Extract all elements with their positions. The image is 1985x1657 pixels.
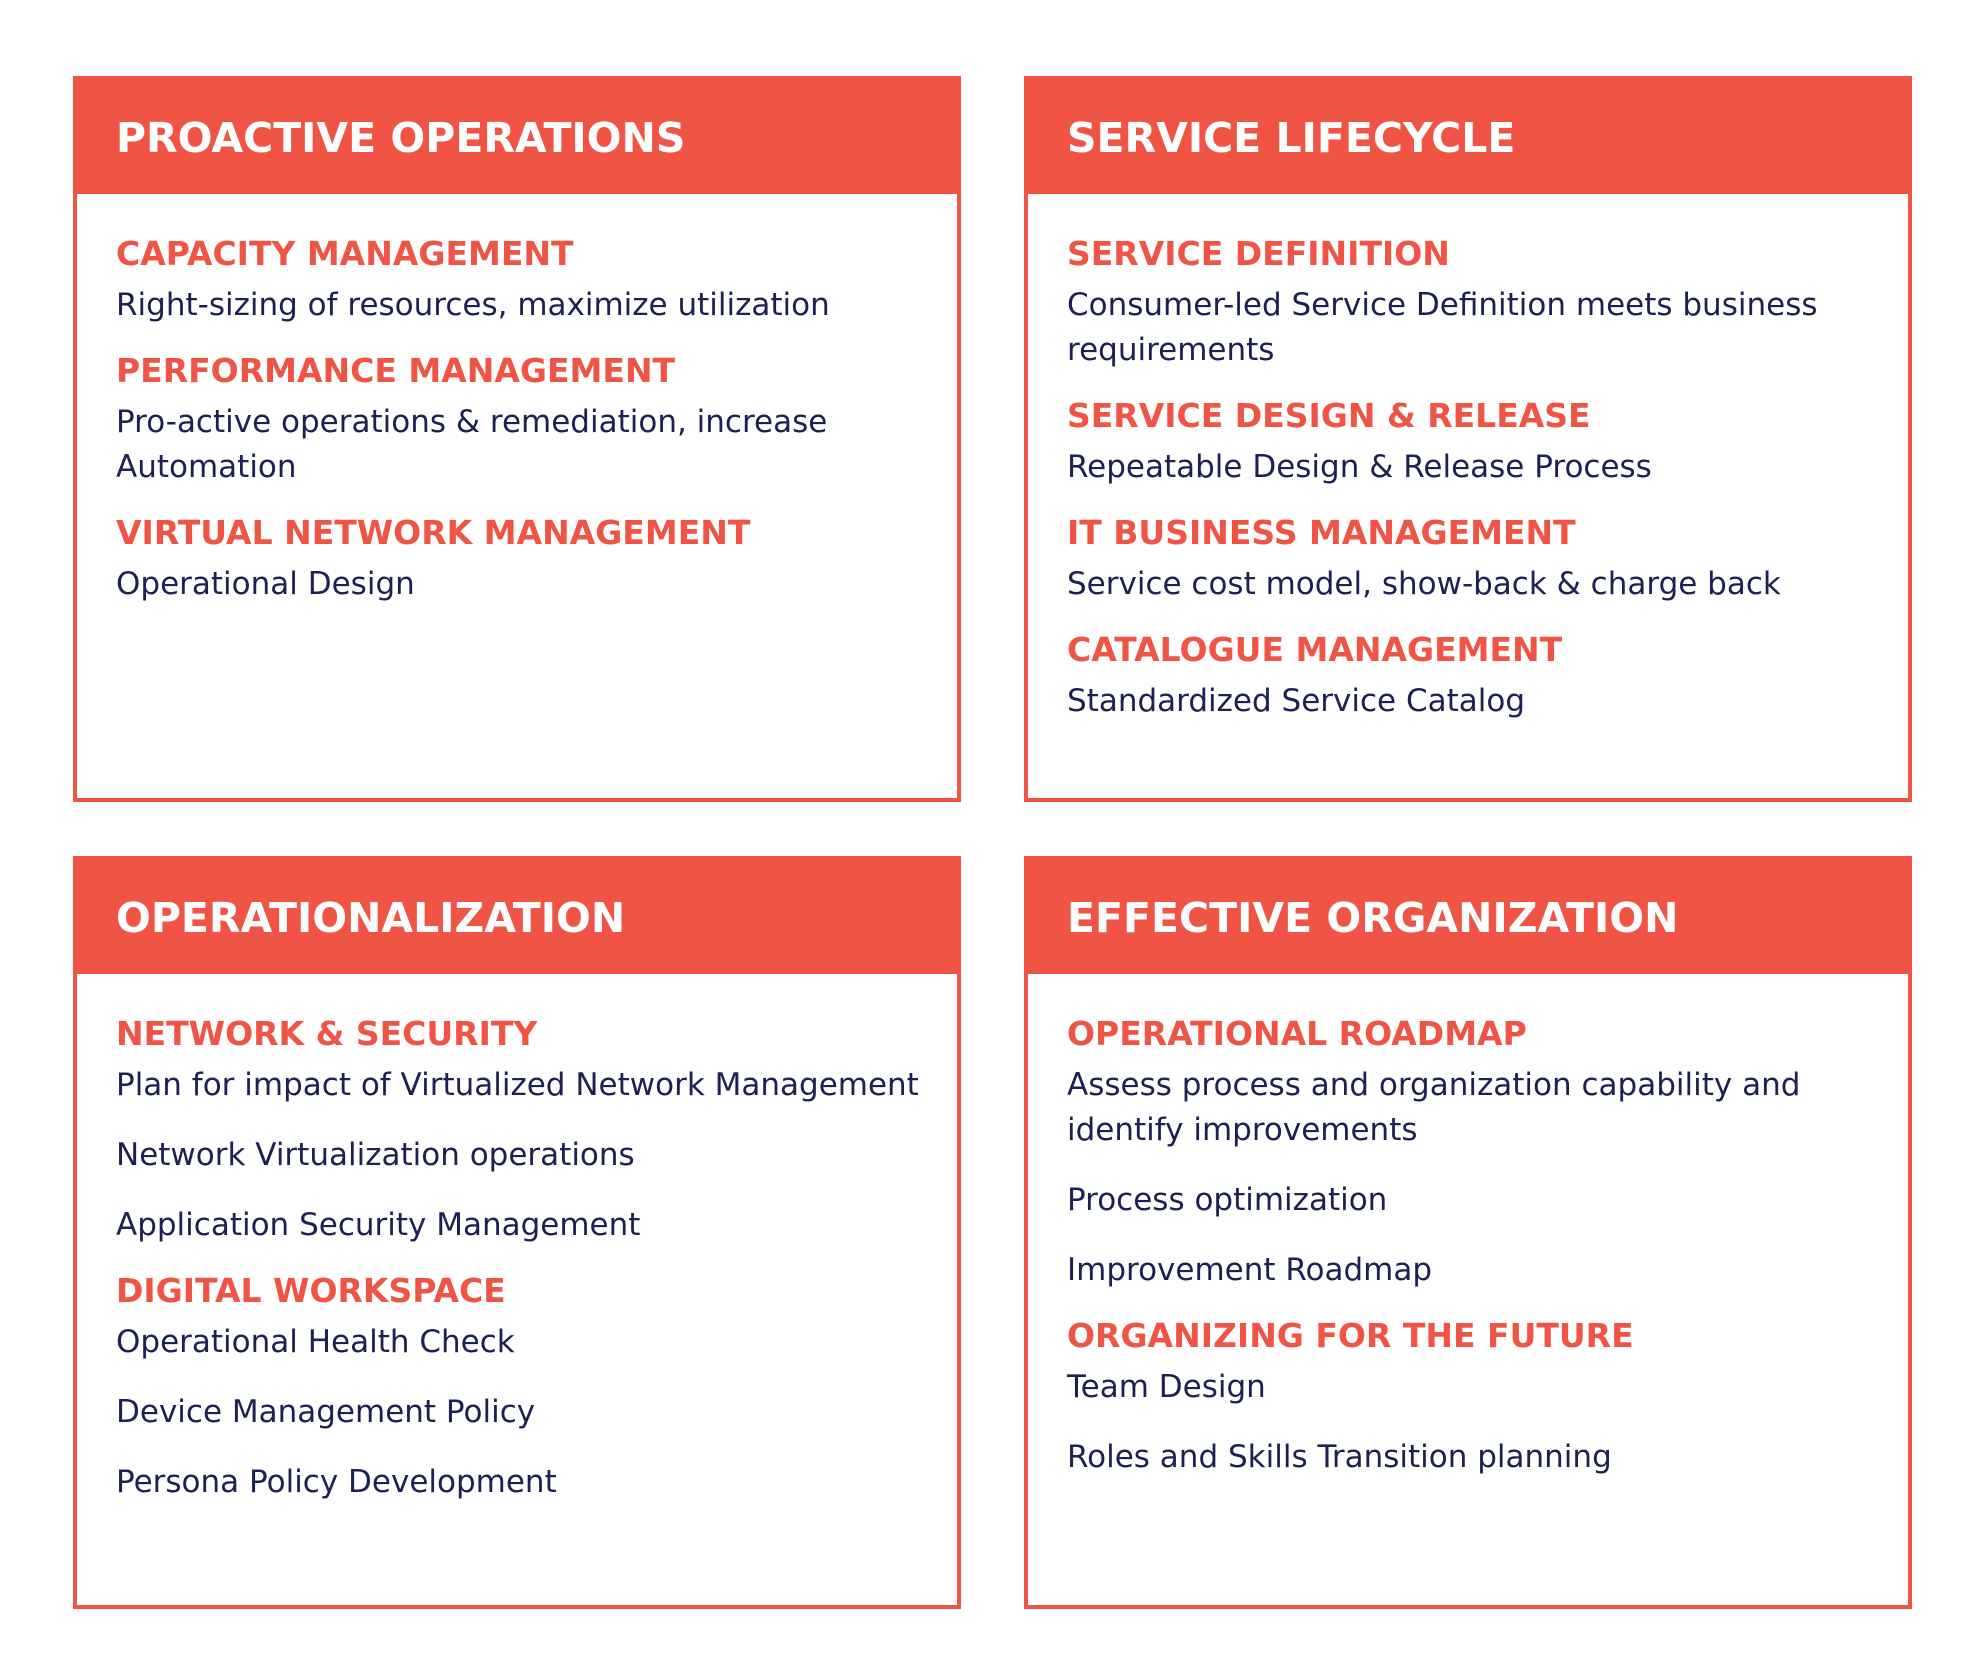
section-heading: IT BUSINESS MANAGEMENT [1067,513,1576,552]
panel-body [1028,194,1908,724]
section [1067,1313,1878,1480]
section [116,1011,927,1248]
section-heading: OPERATIONAL ROADMAP [1067,1014,1527,1053]
section-heading: DIGITAL WORKSPACE [116,1271,506,1310]
section-item: Team Design [1067,1369,1266,1405]
section-item: Operational Design [116,566,415,602]
section [1067,627,1878,724]
section [1067,510,1878,607]
panel-body [1028,974,1908,1480]
section [1067,231,1878,373]
section-item: Right-sizing of resources, maximize utilization [116,287,830,323]
panel-operationalization [73,856,961,1609]
section-heading: NETWORK & SECURITY [116,1014,538,1053]
section [116,348,927,490]
section-heading: PERFORMANCE MANAGEMENT [116,351,676,390]
section-heading: VIRTUAL NETWORK MANAGEMENT [116,513,751,552]
section [116,510,927,607]
section-item: Roles and Skills Transition planning [1067,1439,1612,1475]
section-item: Repeatable Design & Release Process [1067,449,1652,485]
panel-body [77,974,957,1505]
section [1067,1011,1878,1293]
panel-title: OPERATIONALIZATION [77,860,957,974]
section-heading: SERVICE DEFINITION [1067,234,1450,273]
panel-body [77,194,957,607]
section [1067,393,1878,490]
section-item: Plan for impact of Virtualized Network Management [116,1067,919,1103]
section-item: Persona Policy Development [116,1464,557,1500]
panel-title: PROACTIVE OPERATIONS [77,80,957,194]
section-heading: SERVICE DESIGN & RELEASE [1067,396,1591,435]
section-heading: ORGANIZING FOR THE FUTURE [1067,1316,1634,1355]
panel-proactive-operations [73,76,961,802]
panel-title: EFFECTIVE ORGANIZATION [1028,860,1908,974]
section-item: Device Management Policy [116,1394,536,1430]
section-item: Standardized Service Catalog [1067,683,1525,719]
section-item: Operational Health Check [116,1324,515,1360]
section-item: Assess process and organization capability and identify improvements [1067,1067,1801,1148]
section [116,1268,927,1505]
section-item: Improvement Roadmap [1067,1252,1433,1288]
section-item: Process optimization [1067,1182,1388,1218]
panel-effective-organization [1024,856,1912,1609]
panel-service-lifecycle [1024,76,1912,802]
section-heading: CATALOGUE MANAGEMENT [1067,630,1563,669]
section [116,231,927,328]
section-heading: CAPACITY MANAGEMENT [116,234,574,273]
section-item: Network Virtualization operations [116,1137,635,1173]
section-item: Consumer-led Service Definition meets business requirements [1067,287,1818,368]
section-item: Pro-active operations & remediation, increase Automation [116,404,828,485]
section-item: Service cost model, show-back & charge back [1067,566,1781,602]
panel-title: SERVICE LIFECYCLE [1028,80,1908,194]
section-item: Application Security Management [116,1207,641,1243]
